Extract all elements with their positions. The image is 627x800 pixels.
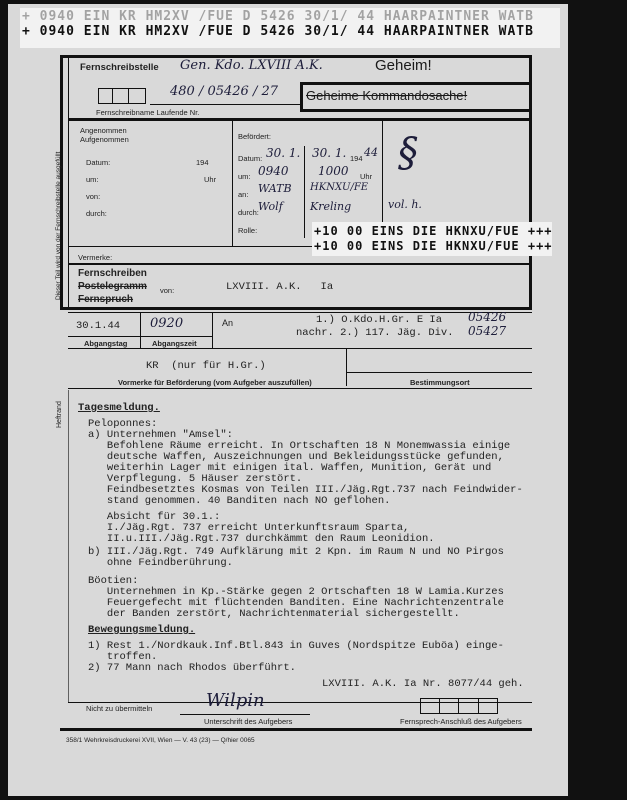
- signature-line: [180, 714, 310, 715]
- ang-datum-label: Datum:: [86, 158, 111, 167]
- hand-bef-durch1: Wolf: [258, 200, 283, 213]
- befoerdert-label: Befördert:: [238, 132, 271, 141]
- row-rule: [68, 336, 212, 337]
- bef-year-label: 194: [350, 154, 363, 163]
- fernschreiben-label: Fernschreiben: [78, 268, 147, 279]
- bef-um-label: um:: [238, 172, 251, 181]
- an-num1: 05426: [468, 310, 507, 324]
- vermerke-label: Vermerke:: [78, 253, 113, 262]
- row-rule: [68, 263, 532, 265]
- body-line: a) Unternehmen "Amsel":: [88, 429, 233, 441]
- sender-value: LXVIII. A.K. Ia: [226, 281, 334, 293]
- bottom-rule: [60, 728, 532, 731]
- bef-an-label: an:: [238, 190, 249, 199]
- hand-bef-an1: WATB: [258, 182, 292, 195]
- tape-overlay-line1: +10 00 EINS DIE HKNXU/FUE +++: [314, 224, 553, 238]
- underline: [150, 104, 300, 105]
- handwritten-number: 480 / 05426 / 27: [170, 84, 278, 99]
- fernschreibstelle-label: Fernschreibstelle: [80, 62, 159, 73]
- vormerke-value: KR (nur für H.Gr.): [146, 360, 266, 372]
- side-rule: [68, 58, 69, 308]
- hand-bef-datum1: 30. 1.: [266, 146, 301, 160]
- row-rule: [68, 118, 532, 121]
- fernsprech-boxes: [420, 698, 498, 714]
- body-line: I./Jäg.Rgt. 737 erreicht Unterkunftsraum Sparta,: [88, 522, 410, 534]
- heftrand-label: Heftrand: [56, 401, 63, 428]
- aufgenommen-label: Aufgenommen: [80, 135, 129, 144]
- bestimmungsort-label: Bestimmungsort: [410, 378, 470, 387]
- box-divider: [478, 698, 479, 714]
- hand-bef-year: 44: [364, 146, 378, 159]
- tape-overlay-line2: +10 00 EINS DIE HKNXU/FUE +++: [314, 239, 553, 253]
- an-label: An: [222, 318, 234, 328]
- col-rule: [232, 118, 233, 246]
- fernschreibname-label: Fernschreibname Laufende Nr.: [96, 108, 200, 117]
- tape-line-faded: + 0940 EIN KR HM2XV /FUE D 5426 30/1/ 44 HAARPAINTNER WATB: [22, 9, 534, 24]
- angenommen-label: Angenommen: [80, 126, 127, 135]
- body-line: Absicht für 30.1.:: [88, 511, 221, 523]
- body-line: II.u.III./Jäg.Rgt.737 durchkämmt den Raum Leonidion.: [88, 533, 435, 545]
- hand-mark: §: [398, 130, 418, 176]
- box-divider: [439, 698, 440, 714]
- body-line: weiterhin Lager mit einigen ital. Waffen, Munition, Gerät und: [88, 462, 492, 474]
- body-line: troffen.: [88, 651, 158, 663]
- von-label: von:: [160, 286, 175, 295]
- bef-durch-label: durch:: [238, 208, 259, 217]
- body-line: Verpflegung. 5 Häuser zerstört.: [88, 473, 303, 485]
- an-num2: 05427: [468, 324, 507, 338]
- body-line: 1) Rest 1./Nordkauk.Inf.Btl.843 in Guves (Nordspitze Euböa) einge-: [88, 640, 504, 652]
- row-rule: [346, 372, 532, 373]
- body-line: Feuergefecht mit flüchtenden Banditen. Eine Nachrichtenzentrale: [88, 597, 504, 609]
- row-rule: [68, 348, 532, 349]
- body-line: Feindbesetztes Kosmas von Teilen III./Jäg.Rgt.737 nach Feindwider-: [88, 484, 523, 496]
- vormerke-label: Vormerke für Beförderung (vom Aufgeber auszufüllen): [118, 378, 312, 387]
- nicht-label: Nicht zu übermitteln: [86, 704, 153, 713]
- tape-line: + 0940 EIN KR HM2XV /FUE D 5426 30/1/ 44 HAARPAINTNER WATB: [22, 24, 534, 39]
- body-subtitle: Bewegungsmeldung.: [88, 624, 196, 636]
- bef-rolle-label: Rolle:: [238, 226, 258, 235]
- handwritten-unit: Gen. Kdo. LXVIII A.K.: [180, 58, 323, 73]
- body-line: Böotien:: [88, 575, 139, 587]
- body-line: Befohlene Räume erreicht. In Ortschaften 18 N Monemwassia einige: [88, 440, 511, 452]
- fernschreibname-boxes: [98, 88, 146, 104]
- ang-durch-label: durch:: [86, 209, 107, 218]
- ang-um-label: um:: [86, 175, 99, 184]
- body-line: der Banden zerstört, Nachrichtenmaterial sichergestellt.: [88, 608, 460, 620]
- hand-bef-durch2: Kreling: [310, 200, 352, 213]
- postelegramm-label: Postelegramm: [78, 281, 147, 292]
- an-line1: 1.) O.Kdo.H.Gr. E Ia: [316, 314, 443, 326]
- abgangszeit-label: Abgangszeit: [152, 339, 197, 348]
- body-line: Unternehmen in Kp.-Stärke gegen 2 Ortschaften 18 W Lamia.Kurzes: [88, 586, 504, 598]
- ang-von-label: von:: [86, 192, 101, 201]
- an-line2: nachr. 2.) 117. Jäg. Div.: [296, 327, 454, 339]
- abgangstag-value: 30.1.44: [76, 320, 121, 332]
- side-instruction: Dieser Teil wird von der Fernschreibstelle ausgefüllt: [55, 151, 62, 300]
- signature: Wilpin: [206, 690, 265, 711]
- bef-datum-label: Datum:: [238, 154, 263, 163]
- row-rule: [68, 388, 532, 389]
- hand-initials: vol. h.: [388, 198, 422, 211]
- col-rule: [140, 312, 141, 348]
- col-rule: [212, 312, 213, 348]
- fernsprech-label: Fernsprech-Anschluß des Aufgebers: [400, 717, 522, 726]
- body-line: b) III./Jäg.Rgt. 749 Aufklärung mit 2 Kpn. im Raum N und NO Pirgos: [88, 546, 504, 558]
- hand-bef-um2: 1000: [318, 164, 349, 178]
- body-line: ohne Feindberührung.: [88, 557, 233, 569]
- box-divider: [128, 88, 129, 104]
- bef-col-rule: [304, 146, 305, 238]
- hand-bef-datum2: 30. 1.: [312, 146, 347, 160]
- hand-bef-an2: HKNXU/FE: [310, 182, 369, 193]
- body-line: deutsche Waffen, Auszeichnungen und Bekleidungsstücke gefunden,: [88, 451, 504, 463]
- col-rule: [346, 348, 347, 386]
- hand-bef-um1: 0940: [258, 164, 289, 178]
- body-reference: LXVIII. A.K. Ia Nr. 8077/44 geh.: [322, 678, 524, 690]
- geheime-kommandosache-stamp: Geheime Kommandosache!: [306, 88, 468, 103]
- body-line: Peloponnes:: [88, 418, 158, 430]
- unterschrift-label: Unterschrift des Aufgebers: [204, 717, 293, 726]
- body-title: Tagesmeldung.: [78, 402, 160, 414]
- ang-uhr-label: Uhr: [204, 175, 217, 184]
- abgangstag-label: Abgangstag: [84, 339, 128, 348]
- printer-line: 358/1 Wehrkreisdruckerei XVII, Wien — V. 43 (23) — Q/hier 0065: [66, 737, 255, 744]
- abgangszeit-value: 0920: [150, 316, 184, 331]
- box-divider: [112, 88, 113, 104]
- body-line: stand genommen. 40 Banditen nach NO geflohen.: [88, 495, 391, 507]
- ang-year-label: 194: [196, 158, 209, 167]
- geheim-stamp: Geheim!: [375, 57, 432, 74]
- box-divider: [458, 698, 459, 714]
- margin-rule: [68, 390, 69, 702]
- row-rule: [68, 312, 532, 313]
- body-line: 2) 77 Mann nach Rhodos überführt.: [88, 662, 296, 674]
- fernspruch-label: Fernspruch: [78, 294, 134, 305]
- bef-uhr-label: Uhr: [360, 172, 373, 181]
